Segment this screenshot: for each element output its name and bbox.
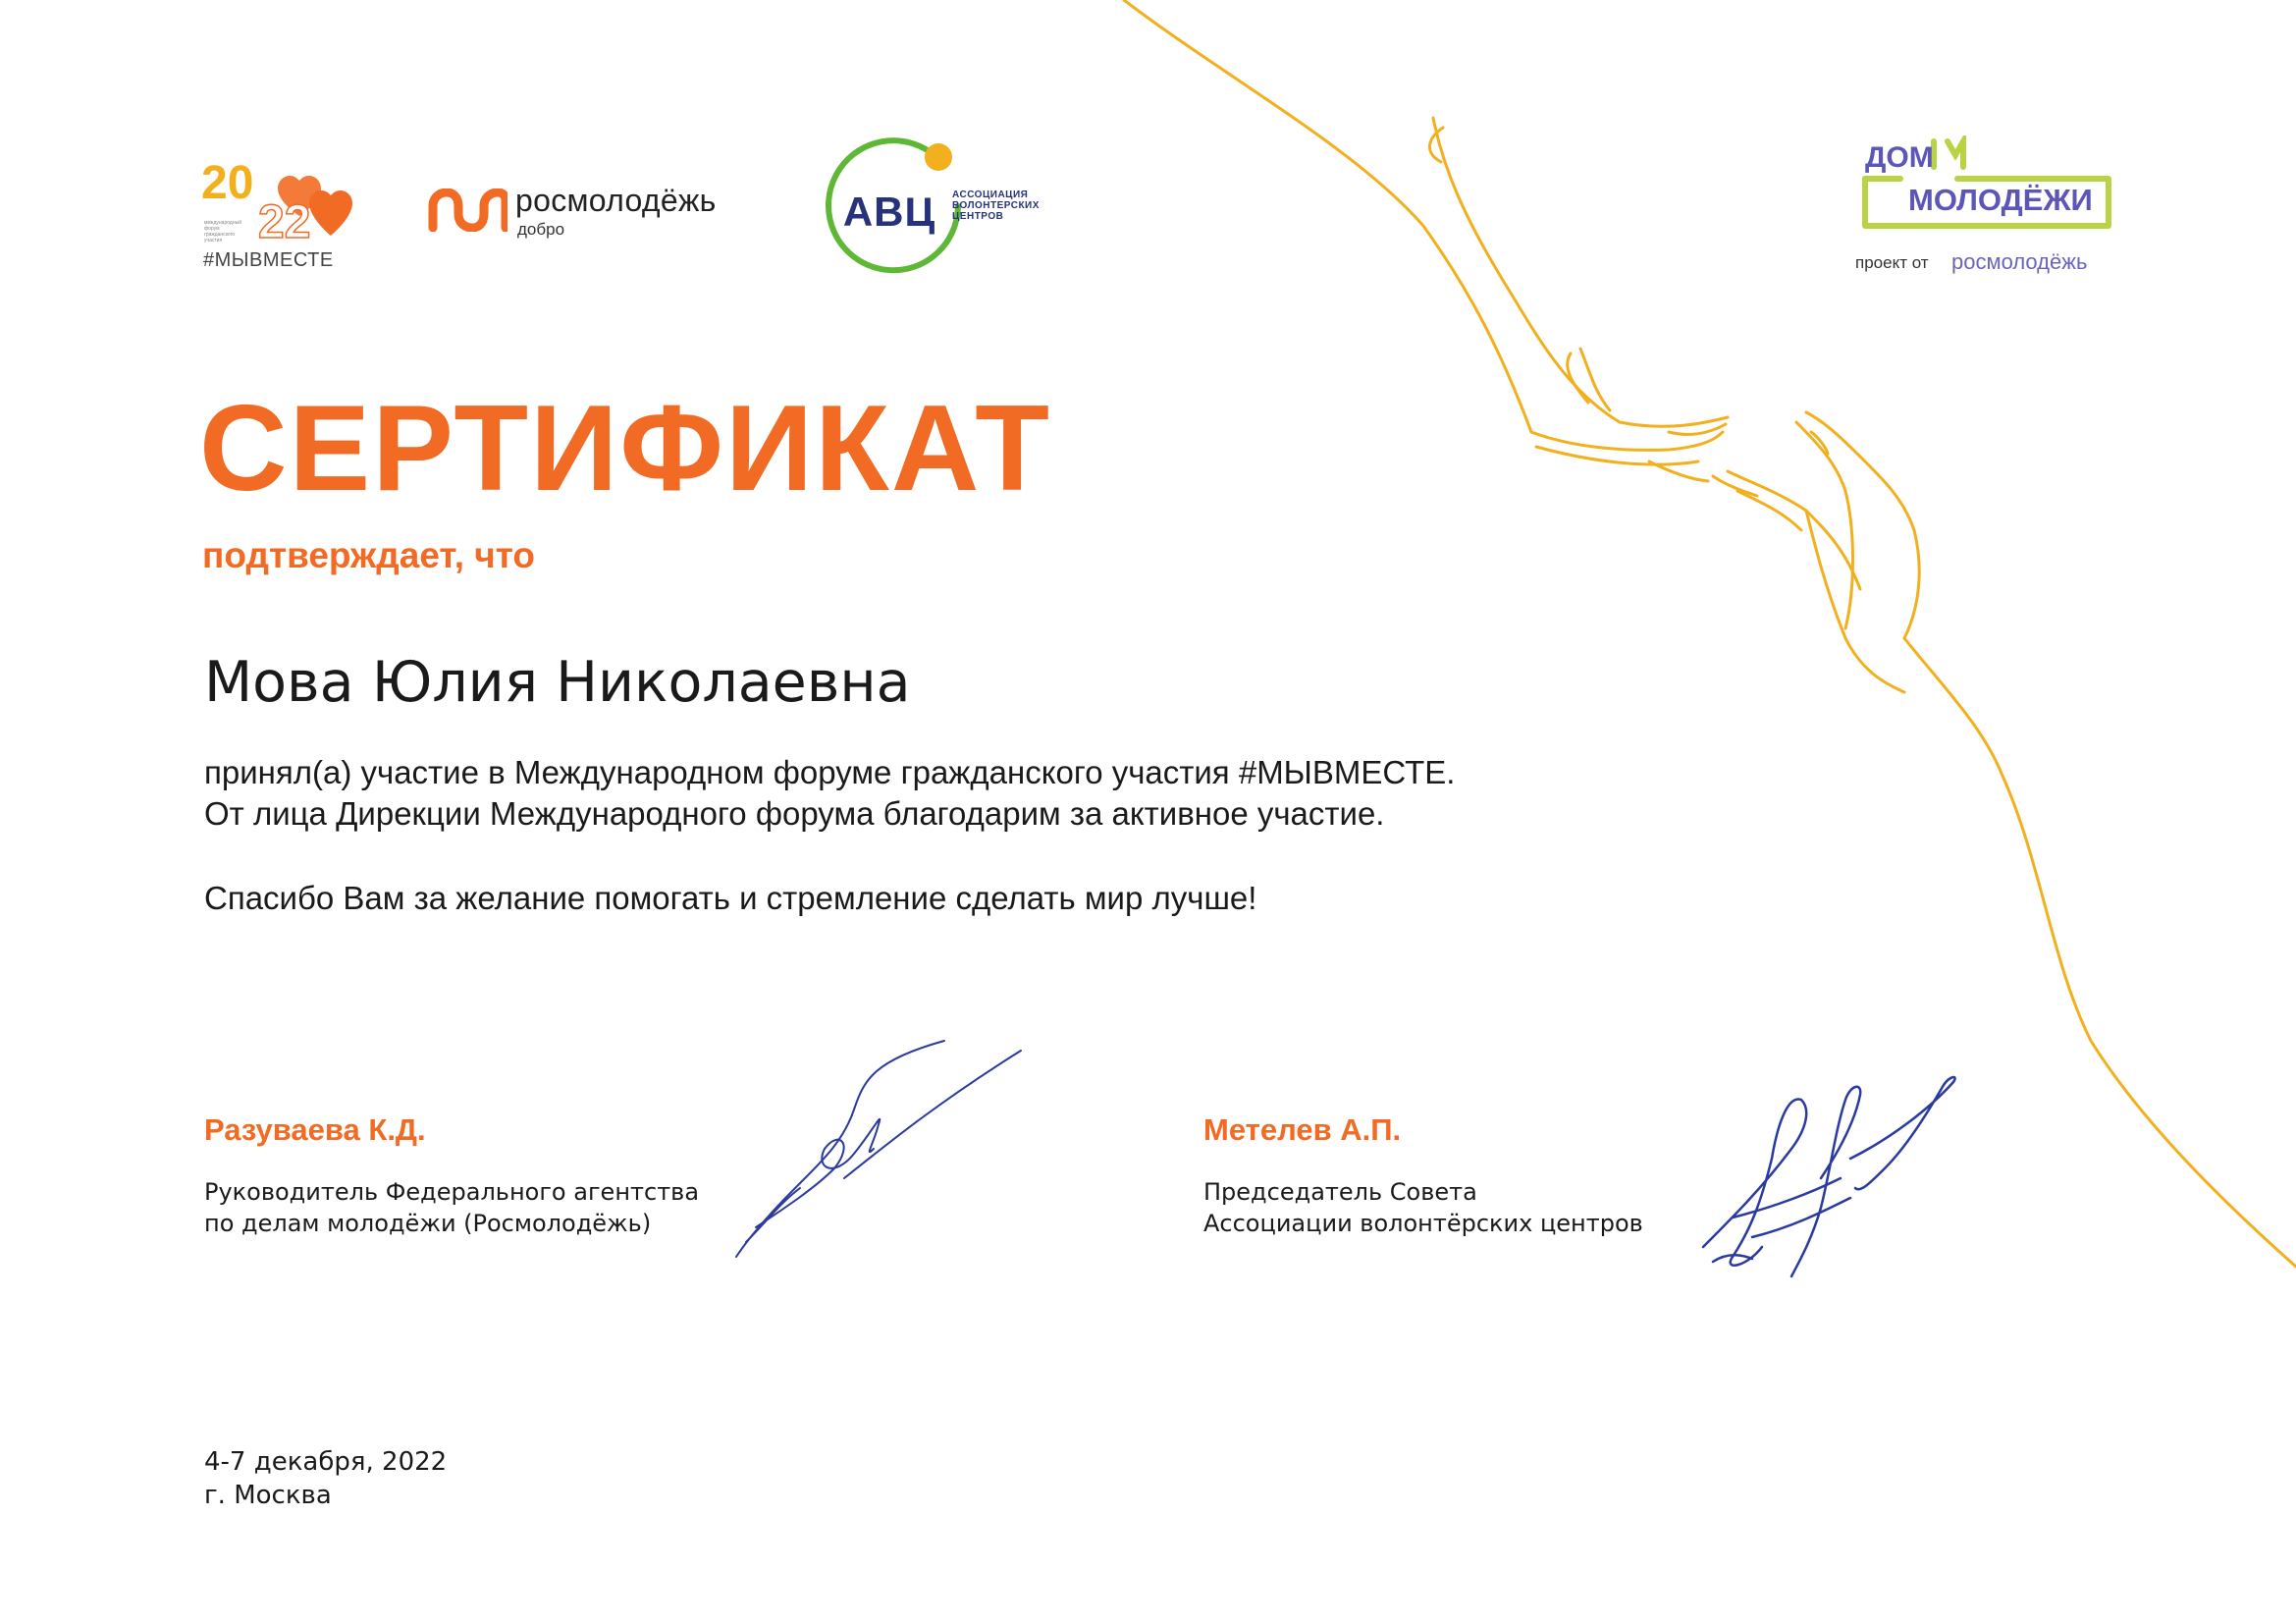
avc-logo-abbr: АВЦ (842, 189, 936, 235)
signatory-name: Разуваева К.Д. (204, 1112, 426, 1147)
rosmolodezh-logo-name: росмолодёжь (515, 183, 717, 218)
signatory-role-line: Ассоциации волонтёрских центров (1203, 1210, 1643, 1237)
signatory-role-line: Руководитель Федерального агентства (204, 1178, 700, 1206)
dom-logo-word2: МОЛОДЁЖИ (1908, 183, 2093, 217)
signatory-role-line: по делам молодёжи (Росмолодёжь) (204, 1210, 652, 1237)
event-date: 4-7 декабря, 2022 (204, 1447, 448, 1477)
forum-2022-logo (201, 159, 358, 277)
svg-text:20: 20 (201, 159, 254, 209)
signatory-role (204, 1176, 699, 1239)
forum-logo-hashtag: #МЫВМЕСТЕ (203, 249, 334, 271)
event-city: г. Москва (204, 1481, 332, 1510)
dom-molodezhi-logo (1853, 135, 2118, 283)
signature-2 (1693, 1070, 1968, 1286)
event-date-place (204, 1445, 447, 1512)
dom-logo-project-prefix: проект от (1855, 253, 1929, 272)
dom-logo-word1: ДОМ (1865, 141, 1934, 174)
certificate-title: СЕРТИФИКАТ (199, 381, 1051, 516)
signature-1 (726, 1031, 1050, 1267)
thank-you-text: Спасибо Вам за желание помогать и стремление сделать мир лучше! (204, 880, 1257, 916)
body-text-line: От лица Дирекции Международного форума благодарим за активное участие. (204, 795, 1385, 832)
body-text-line: принял(а) участие в Международном форуме гражданского участия #МЫВМЕСТЕ. (204, 754, 1456, 790)
signatory-role (1203, 1176, 1643, 1239)
svg-text:22: 22 (258, 196, 311, 247)
signatory-name: Метелев А.П. (1203, 1112, 1402, 1147)
rosmolodezh-logo-sub: добро (517, 220, 565, 239)
forum-logo-small-text: международный форум гражданского участия (204, 220, 241, 244)
recipient-name: Мова Юлия Николаевна (204, 650, 911, 715)
rosmolodezh-mark-icon (427, 189, 507, 232)
certificate-subtitle: подтверждает, что (202, 535, 536, 575)
avc-logo-fullname: АССОЦИАЦИЯ ВОЛОНТЕРСКИХ ЦЕНТРОВ (952, 189, 1040, 222)
signatory-role-line: Председатель Совета (1203, 1178, 1477, 1206)
rosmolodezh-dobro-logo (427, 183, 741, 242)
dom-logo-project-brand: росмолодёжь (1951, 249, 2088, 274)
avc-logo (821, 137, 1086, 285)
